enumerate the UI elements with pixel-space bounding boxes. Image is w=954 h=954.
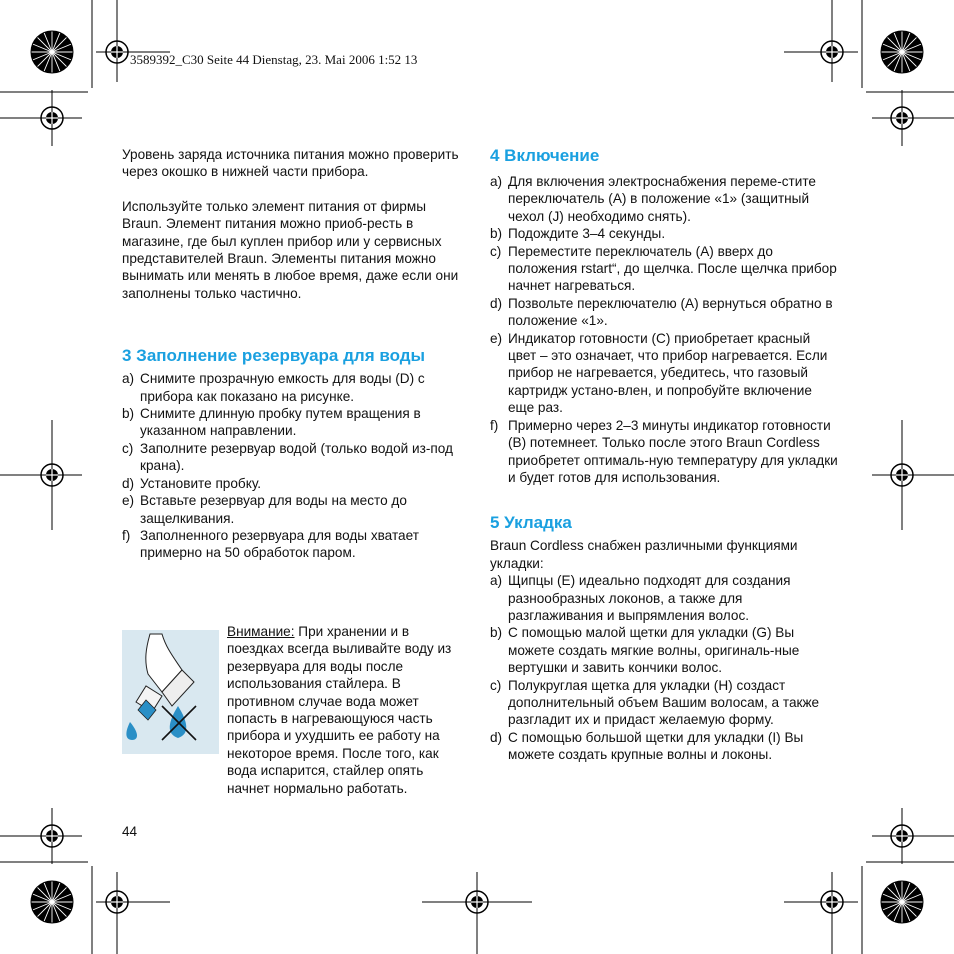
section-5-list bbox=[490, 572, 840, 763]
list-item: b) Снимите длинную пробку путем вращения в указанном направлении. bbox=[122, 406, 421, 439]
list-item: d) С помощью большой щетки для укладки (I) Вы можете создать крупные волны и локоны. bbox=[490, 729, 804, 763]
water-tank-illustration bbox=[122, 630, 219, 754]
paragraph-battery-level: Уровень заряда источника питания можно проверить через окошко в нижней части прибора. bbox=[122, 147, 459, 180]
list-item: f) Заполненного резервуара для воды хватает примерно на 50 обработок паром. bbox=[122, 527, 419, 561]
list-item: b) С помощью малой щетки для укладки (G) Вы можете создать мягкие волны, оригиналь-ные вертушки и завить кончики волос. bbox=[490, 625, 800, 676]
page-number: 44 bbox=[122, 824, 138, 839]
section-4-title: 4 Включение bbox=[490, 146, 600, 165]
right-column bbox=[490, 146, 840, 764]
left-column bbox=[122, 146, 467, 562]
section-5-intro: Braun Cordless снабжен различными функциями укладки: bbox=[490, 538, 798, 571]
list-item: b) Подождите 3–4 секунды. bbox=[490, 226, 666, 242]
section-3-list bbox=[122, 370, 467, 561]
list-item: e) Вставьте резервуар для воды на место до защелкивания. bbox=[122, 493, 407, 526]
list-item: d) Установите пробку. bbox=[122, 475, 262, 491]
section-4-list bbox=[490, 173, 840, 486]
section-3-title: 3 Заполнение резервуара для воды bbox=[122, 346, 426, 366]
list-item: a) Снимите прозрачную емкость для воды (D) с прибора как показано на рисунке. bbox=[122, 371, 425, 404]
list-item: a) Для включения электроснабжения переме-стите переключатель (A) в положение «1» (защитный чехол (J) необходимо снять). bbox=[490, 174, 816, 224]
list-item: d) Позвольте переключателю (A) вернуться обратно в положение «1». bbox=[490, 295, 833, 329]
caution-note bbox=[227, 623, 462, 797]
list-item: c) Переместите переключатель (A) вверх до положения rstart“, до щелчка. После щелчка прибор начнет нагреваться. bbox=[490, 243, 837, 294]
list-item: f) Примерно через 2–3 минуты индикатор готовности (B) потемнеет. Только после этого Braun Cordless приобретет оптималь-ную температуру для укладки и будет готов для использования. bbox=[490, 417, 838, 485]
print-header: 3589392_C30 Seite 44 Dienstag, 23. Mai 2006 1:52 13 bbox=[130, 52, 418, 67]
list-item: c) Полукруглая щетка для укладки (H) создаст дополнительный объем Вашим волосам, а также разгладит их и придаст желаемую форму. bbox=[490, 677, 820, 728]
paragraph-battery-usage: Используйте только элемент питания от фирмы Braun. Элемент питания можно приоб-ресть в магазине, где был куплен прибор или у сервисных представителей Braun. Элементы питания можно вынимать или менять в любое время, даже если они заполнены только частично. bbox=[122, 198, 459, 301]
caution-text: При хранении и в поездках всегда выливайте воду из резервуара для воды после использования стайлера. В противном случае вода может попасть в нагревающуюся часть прибора и ухудшить ее работу на некоторое время. После того, как вода испарится, стайлер опять начнет нормально работать. bbox=[227, 624, 452, 796]
list-item: c) Заполните резервуар водой (только водой из-под крана). bbox=[122, 440, 453, 474]
section-5-title: 5 Укладка bbox=[490, 513, 572, 533]
list-item: e) Индикатор готовности (C) приобретает красный цвет – это означает, что прибор нагревается. Если прибор не нагревается, убедитесь, что газовый картридж устано-влен, и попробуйте включение еще раз. bbox=[490, 330, 828, 416]
list-item: a) Щипцы (E) идеально подходят для создания разнообразных локонов, а также для разглаживания и выпрямления волос. bbox=[490, 573, 791, 623]
caution-label: Внимание: bbox=[227, 624, 295, 639]
